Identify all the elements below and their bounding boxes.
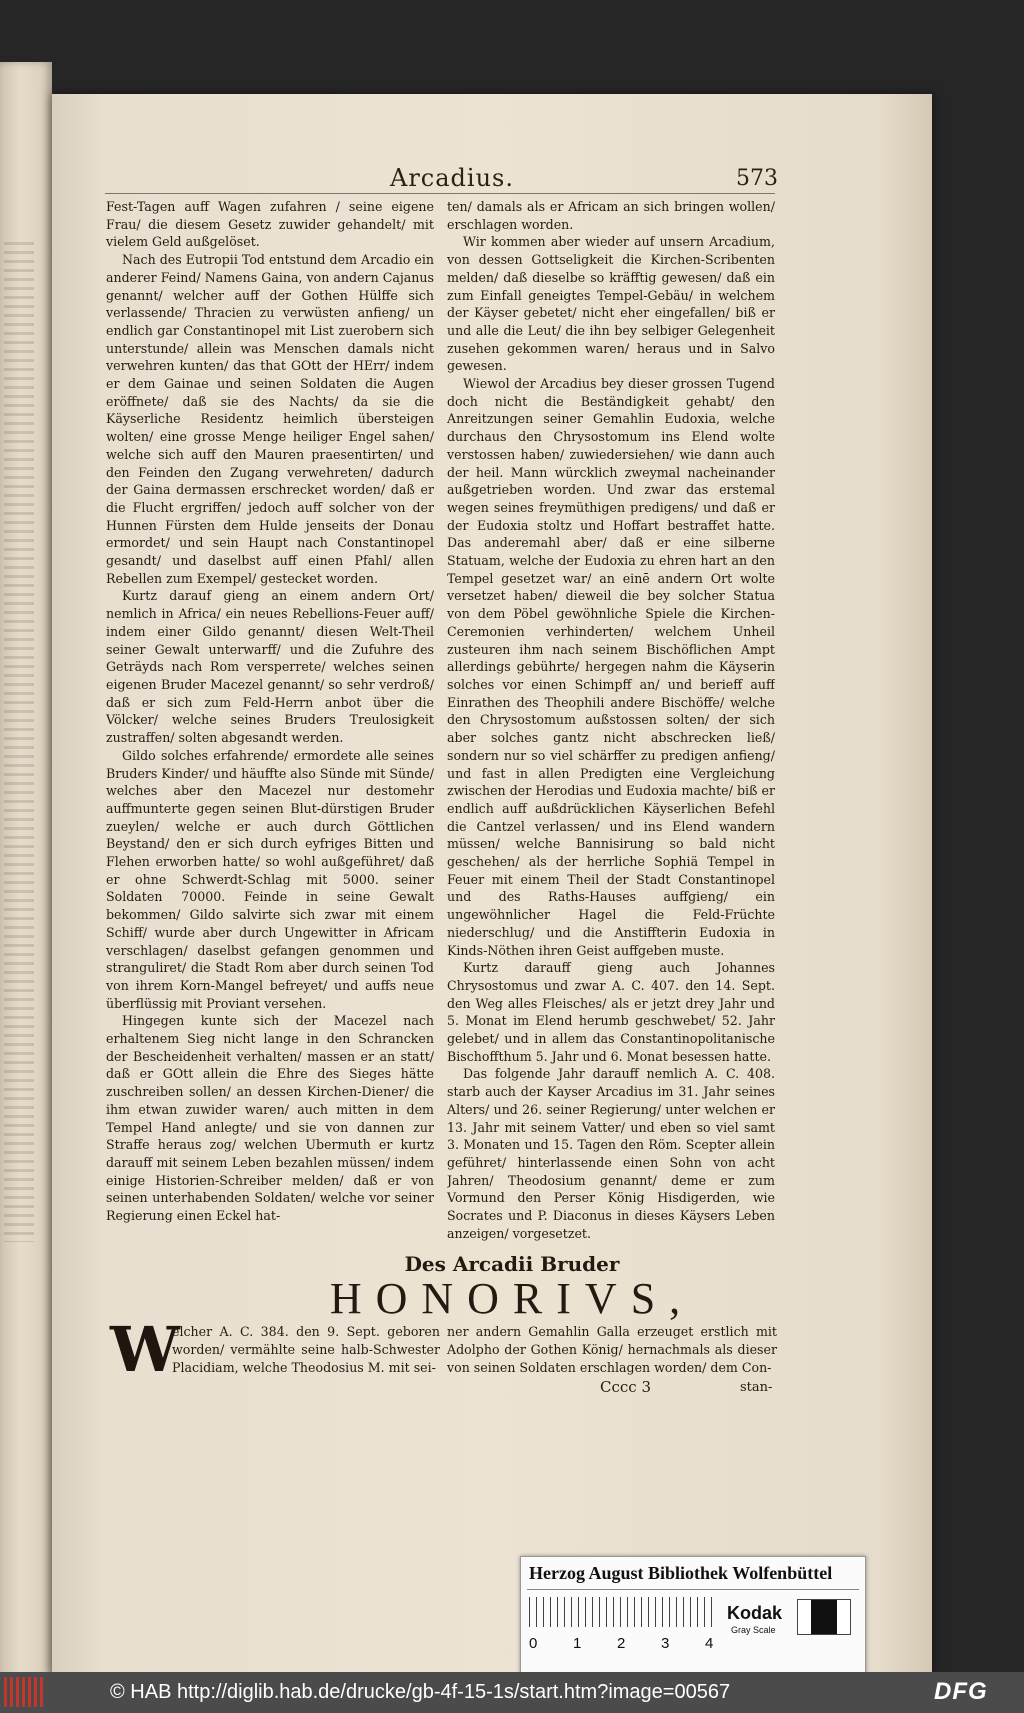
footer-bar xyxy=(0,1672,1024,1713)
scale-number: 1 xyxy=(573,1635,582,1652)
running-head: Arcadius. xyxy=(390,164,514,192)
page-header xyxy=(0,164,1024,194)
gray-scale-label: Gray Scale xyxy=(731,1625,776,1635)
section-text-left: elcher A. C. 384. den 9. Sept. geboren worden/ vermählte seine halb-Schwester Placidiam, welche Theodosius M. mit sei- xyxy=(172,1324,440,1375)
barcode-icon xyxy=(4,1677,44,1707)
chart-divider xyxy=(527,1589,859,1590)
scale-number: 0 xyxy=(529,1635,538,1652)
paragraph: Wiewol der Arcadius bey dieser grossen Tugend doch nicht die Beständigkeit gehabt/ den Anreitzungen seiner Gemahlin Eudoxia, welche durchaus den Chrysostomum ins Elend wolte verstossen haben/ zuwiedersiehen/ wie dann auch der heil. Mann würcklich zweymal nacheinander außgetrieben worden. Und zwar das erstemal wegen seines freymüthigen predigens/ und daß er der Eudoxia stoltz und Hoffart bestraffet hatte. Das anderemahl aber/ daß er eine silberne Statuam, welche der Eudoxia zu ehren hart an den Tempel gesetzet war/ an einē andern Ort wolte versetzet haben/ dieweil die bey solcher Statua von dem Pöbel gewöhnliche Spiele die Kirchen-Ceremonien verhinderten/ welchem Unheil zusteuren ihm nach seinem Bischöflichen Ampt allerdings gebührte/ hergegen nahm die Käyserin solches vor einen Schimpff an/ und berieff auff Einrathen des Theophili andere Bischöffe/ welche den Chrysostomum außstossen solten/ der sich aber solches gantz nicht abschrecken ließ/ sondern nur so viel schärffer zu predigen anfieng/ und fast in allen Predigten eine Vergleichung zwischen der Herodias und Eudoxia machte/ biß er endlich auff außdrücklichen Käyserlichen Befehl die Cantzel verlassen/ und ins Elend wandern müssen/ welche Bannisirung so bald nicht geschehen/ als der herrliche Sophiä Tempel in Feuer mit einem Theil der Stadt Constantinopel und des Raths-Hauses auffgieng/ ein ungewöhnlicher Hagel die Feld-Früchte niederschlug/ und die Anstiffterin Eudoxia in Kinds-Nöthen ihren Geist auffgeben muste. xyxy=(447,376,775,958)
paragraph: Das folgende Jahr darauff nemlich A. C. 408. starb auch der Kayser Arcadius im 31. Jahr seines Alters/ und 26. seiner Regierung/ unter welchen er 13. Jahr mit seinem Vatter/ und eben so viel samt 3. Monaten und 15. Tagen den Röm. Scepter allein geführet/ hinterlassende einen Sohn von acht Jahren/ Theodosium genannt/ deme er zum Vormund den Perser König Hisdigerden, wie Socrates und P. Diaconus in dieses Käysers Leben anzeigen/ vorgesetzet. xyxy=(447,1066,775,1241)
catchword: stan- xyxy=(740,1380,773,1395)
paragraph: Fest-Tagen auff Wagen zufahren / seine eigene Frau/ die diesem Gesetz zuwider gehandelt/ mit vielem Geld außgelöset. xyxy=(106,199,434,250)
gray-swatch xyxy=(797,1599,851,1635)
section-subtitle: Des Arcadii Bruder xyxy=(404,1252,620,1276)
paragraph: ten/ damals als er Africam an sich bringen wollen/ erschlagen worden. xyxy=(447,199,775,232)
footer-copyright-link[interactable]: © HAB http://diglib.hab.de/drucke/gb-4f-15-1s/start.htm?image=00567 xyxy=(110,1681,731,1703)
paragraph: Kurtz darauf gieng an einem andern Ort/ nemlich in Africa/ ein neues Rebellions-Feuer auff/ indem einer Gildo genannt/ diesen Welt-Theil seiner Gewalt unterwarff/ und die Zufuhre des Geträyds nach Rom versperrete/ welches seinen eigenen Bruder Macezel genannt/ so sehr verdroß/ daß er sich zum Feld-Herrn anbot über die Völcker/ welche seines Bruders Treulosigkeit zustraffen/ solten abgesandt werden. xyxy=(106,588,434,746)
scale-number: 4 xyxy=(705,1635,714,1652)
signature-mark: Cccc 3 xyxy=(600,1378,651,1396)
facing-page-edge xyxy=(0,62,52,1682)
header-rule xyxy=(105,193,775,194)
section-text-right: ner andern Gemahlin Galla erzeuget erstlich mit Adolpho der Gothen König/ hernachmals als dieser von seinen Soldaten erschlagen worden/ dem Con- xyxy=(447,1324,777,1375)
scale-number: 2 xyxy=(617,1635,626,1652)
dfg-logo: DFG xyxy=(934,1678,988,1705)
text-column-left xyxy=(106,198,434,1248)
facing-page-text-edge xyxy=(4,242,34,1242)
section-title: HONORIVS, xyxy=(329,1274,695,1323)
scale-ruler xyxy=(529,1597,715,1627)
kodak-logo: Kodak xyxy=(727,1603,783,1623)
scale-number: 3 xyxy=(661,1635,670,1652)
paragraph: Hingegen kunte sich der Macezel nach erhaltenem Sieg nicht lange in den Schrancken der Bescheidenheit verhalten/ massen er an statt/ daß er GOtt allein die Ehre des Sieges hätte zuschreiben sollen/ an dessen Kirchen-Diener/ die ihm etwan zuwider waren/ auch mitten in dem Tempel Hand anlegte/ und sie von dannen zur Straffe heraus zog/ welchen Ubermuth er kurtz darauff mit seinem Leben bezahlen müssen/ indem einige Historien-Schreiber melden/ daß er von seinen unterhabenden Soldaten/ welche vor seiner Regierung einen Eckel hat- xyxy=(106,1013,434,1224)
paragraph: Kurtz darauff gieng auch Johannes Chrysostomus und zwar A. C. 407. den 14. Sept. den Weg alles Fleisches/ als er jetzt drey Jahr und 5. Monat im Elend herumb geschwebet/ 52. Jahr gelebet/ und in allem das Constantinopolitanische Bischoffthum 5. Jahr und 6. Monat besessen hatte. xyxy=(447,960,775,1064)
text-column-right xyxy=(447,198,775,1248)
paragraph: Nach des Eutropii Tod entstund dem Arcadio ein anderer Feind/ Namens Gaina, von andern Cajanus genannt/ welcher auff der Gothen Hülffe sich verlassende/ Thracien zu verwüsten anfieng/ un endlich gar Constantinopel mit List zuerobern sich unterstunde/ allein was Menschen damals nicht verwehren kunten/ das that GOtt der HErr/ indem er dem Gainae und seinen Soldaten die Augen eröffnete/ daß sie des Nachts/ da sie die Käyserliche Residentz heimlich übersteigen wolten/ eine grosse Menge heiliger Engel sahen/ welche sich auff den Mauren praesentirten/ und den Feinden den Zugang verwehreten/ dadurch der Gaina dermassen erschrecket worden/ daß er die Flucht ergriffen/ jedoch auff solcher von der Hunnen Fürsten dem Hulde jenseits der Donau ermordet/ und sein Haupt nach Constantinopel gesandt/ und daselbst auff einen Pfahl/ allen Rebellen zum Exempel/ gestecket worden. xyxy=(106,252,434,586)
paragraph: Gildo solches erfahrende/ ermordete alle seines Bruders Kinder/ und häuffte also Sünde mit Sünde/ welches aber den Macezel nur destomehr auffmunterte gegen seinen Blut-dürstigen Bruder zueylen/ welche er auch durch Göttlichen Beystand/ den er sich durch eyfriges Bitten und Flehen erworben hatte/ so wohl außgeführet/ daß er ohne Schwerdt-Schlag mit 5000. seiner Soldaten 70000. Feinde in seine Gewalt bekommen/ Gildo salvirte sich zwar mit einem Schiff/ wurde aber durch Ungewitter in Africam verschlagen/ daselbst gefangen genommen und stranguliret/ die Stadt Rom aber durch seinen Tod von ihrem Korn-Mangel befreyet/ und auffs neue überflüssig mit Proviant versehen. xyxy=(106,747,434,1011)
paragraph: Wir kommen aber wieder auf unsern Arcadium, von dessen Gottseligkeit die Kirchen-Scribenten melden/ daß dieselbe so kräfftig gewesen/ daß ein zum Einfall geneigtes Tempel-Gebäu/ in welchem der Käyser gebetet/ nicht eher eingefallen/ biß er und alle die Leut/ die ihn bey selbiger Gelegenheit zusehen gekommen waren/ heraus und in Salvo gewesen. xyxy=(447,234,775,374)
drop-cap: W xyxy=(110,1313,180,1386)
color-calibration-chart xyxy=(520,1556,866,1676)
library-name: Herzog August Bibliothek Wolfenbüttel xyxy=(529,1563,833,1583)
page-number: 573 xyxy=(736,166,778,191)
